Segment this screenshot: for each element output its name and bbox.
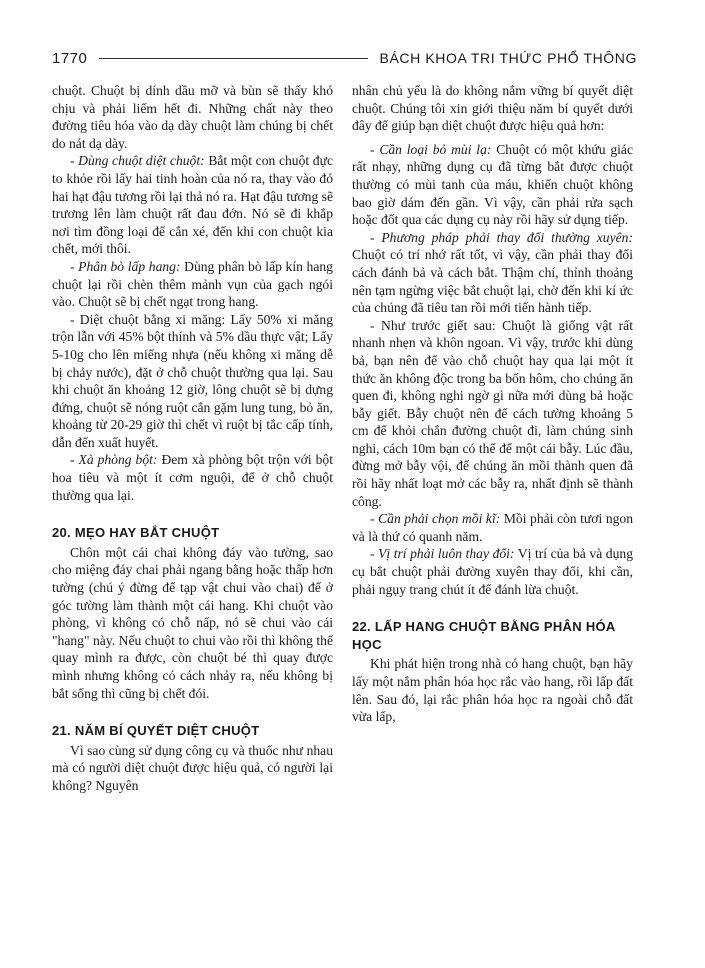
paragraph-text: Đem xà phòng bột trộn với bột hoa tiêu và một ít cơm nguội, để ở chỗ chuột thường qua lại. — [52, 452, 333, 503]
paragraph — [352, 510, 633, 545]
paragraph — [52, 258, 333, 311]
paragraph — [52, 152, 333, 258]
paragraph — [352, 141, 633, 229]
paragraph-lead: - Cần loại bỏ mùi lạ: — [370, 141, 492, 157]
paragraph-lead: - Cần phải chọn mồi kĩ: — [370, 511, 501, 527]
paragraph — [352, 545, 633, 598]
paragraph-lead: - Dùng chuột diệt chuột: — [70, 153, 205, 169]
paragraph-lead: - Xà phòng bột: — [70, 452, 158, 468]
paragraph: - Diệt chuột bằng xi măng: Lấy 50% xi măng trộn lẫn với 45% bột thính và 5% dầu thực vật; Lấy 5-10g cho lên miếng nhựa (nếu không xi măng dễ bị chảy nước), đặt ở chỗ chuột thường qua lại. Sau khi chuột ăn khoảng 12 giờ, lông chuột sẽ bị dựng đứng, chuột sẽ nóng ruột cắn gặm lung tung, bỏ ăn, khoảng từ 20-29 giờ thì chết vì ruột bị tắc cấp tính, dẫn đến xuất huyết. — [52, 311, 333, 450]
page-header — [52, 48, 637, 68]
paragraph-text: Chuột có một khứu giác rất nhạy, những dụng cụ đã từng bắt được chuột thường có mùi tanh của máu, khiến chuột không bao giờ dám đến gần. Vì vậy, cần phải rửa sạch hoặc đốt qua các dụng cụ này rồi hãy sử dụng tiếp. — [352, 141, 633, 228]
paragraph-text: Chuột có trí nhớ rất tốt, vì vậy, cần phải thay đổi cách đánh bả và cách bắt. Thậm chí, thỉnh thoảng nên tạm ngừng việc bắt chuột lại, chờ đến khi kí ức của chúng đã tiêu tan rồi mới tiến hành tiếp. — [352, 247, 633, 316]
paragraph-text: Dùng phân bò lấp kín hang chuột lại rồi chèn thêm mảnh vụn của gạch ngói vào. Chuột sẽ bị chết ngạt trong hang. — [52, 258, 333, 310]
section-heading: 20. MẸO HAY BẮT CHUỘT — [52, 525, 220, 541]
paragraph: Chôn một cái chai không đáy vào tường, sao cho miệng đáy chai phải ngang bằng hoặc thấp hơn tường (chú ý đừng để tạp vật chui vào chai) để ở góc tường làm thành một cái hang. Khi chuột vào phòng, vì không có chỗ nấp, nó sẽ chui vào cái "hang" này. Nếu chuột to chui vào rồi thì không thể quay mình ra được, còn chuột bé thì quay được mình nhưng không có cách nhảy ra, nếu không bị bắt sống thì cũng bị chết đói. — [52, 544, 333, 701]
paragraph-text: Bắt một con chuột đực to khỏe rồi lấy hai tinh hoàn của nó ra, thay vào đó hai hạt đậu tương rồi lại thả nó ra. Hạt đậu tương sẽ trương lên làm chuột rất đau đớn. Nó sẽ đi khắp nơi tìm đồng loại để cắn xé, đến khi con chuột kia chết, mới thôi. — [52, 153, 333, 257]
running-title: BÁCH KHOA TRI THỨC PHỔ THÔNG — [379, 50, 637, 66]
section-heading: 22. LẤP HANG CHUỘT BẰNG PHÂN HÓA HỌC — [352, 619, 616, 652]
paragraph — [52, 451, 333, 504]
paragraph: Vì sao cùng sử dụng công cụ và thuốc như nhau mà có người diệt chuột được hiệu quả, có người lại không? Nguyên — [52, 742, 333, 793]
paragraph-lead: - Phương pháp phải thay đổi thường xuyên: — [370, 229, 633, 245]
paragraph-lead: - Phân bò lấp hang: — [70, 258, 181, 274]
paragraph-text: Mồi phải còn tươi ngon và là thứ có quanh năm. — [352, 511, 634, 544]
paragraph: chuột. Chuột bị dính dầu mỡ và bùn sẽ thấy khó chịu và phải liếm hết đi. Những chất này theo đường tiêu hóa vào dạ dày chuột làm chúng bị chết do nát dạ dày. — [52, 83, 333, 151]
section-heading: 21. NĂM BÍ QUYẾT DIỆT CHUỘT — [52, 723, 260, 739]
paragraph: nhân chủ yếu là do không nắm vững bí quyết diệt chuột. Chúng tôi xin giới thiệu năm bí quyết dưới đây để giúp bạn diệt chuột được hiệu quả hơn: — [352, 83, 633, 134]
paragraph: Khi phát hiện trong nhà có hang chuột, bạn hãy lấy một nắm phân hóa học rắc vào hang, rồi lấp đất lên. Sau đó, lại rắc phân hóa học ra ngoài chỗ đất vừa lấp, — [352, 656, 633, 725]
left-column — [52, 82, 333, 795]
page-number: 1770 — [52, 49, 88, 67]
right-column — [352, 82, 633, 726]
paragraph-text: Vị trí của bả và dụng cụ bắt chuột phải đường xuyên thay đổi, khi cần, phải ngụy trang chút ít để đánh lừa chuột. — [352, 546, 633, 597]
header-rule — [99, 58, 367, 59]
paragraph: - Như trước giết sau: Chuột là giống vật rất nhanh nhẹn và khôn ngoan. Vì vậy, trước khi dùng bả, bạn nên để vào chỗ chuột hay qua lại một ít thức ăn không độc trong ba bốn hôm, cho chúng ăn quen đi, không nghi ngờ gì nữa mới dùng bả hoặc bẫy giết. Bẫy chuột nên để cách tường khoảng 5 cm để khỏi chắn đường chuột đi, làm chúng sinh nghi, cách 10m bạn có thể để một cái bẫy. Lúc đầu, đừng mở bẫy vội, để chúng ăn mồi thành quen đã rồi hãy nhất loạt mở các bẫy ra, nhất định sẽ thành công. — [352, 317, 633, 509]
paragraph — [352, 229, 633, 317]
paragraph-lead: - Vị trí phải luôn thay đổi: — [370, 546, 515, 562]
